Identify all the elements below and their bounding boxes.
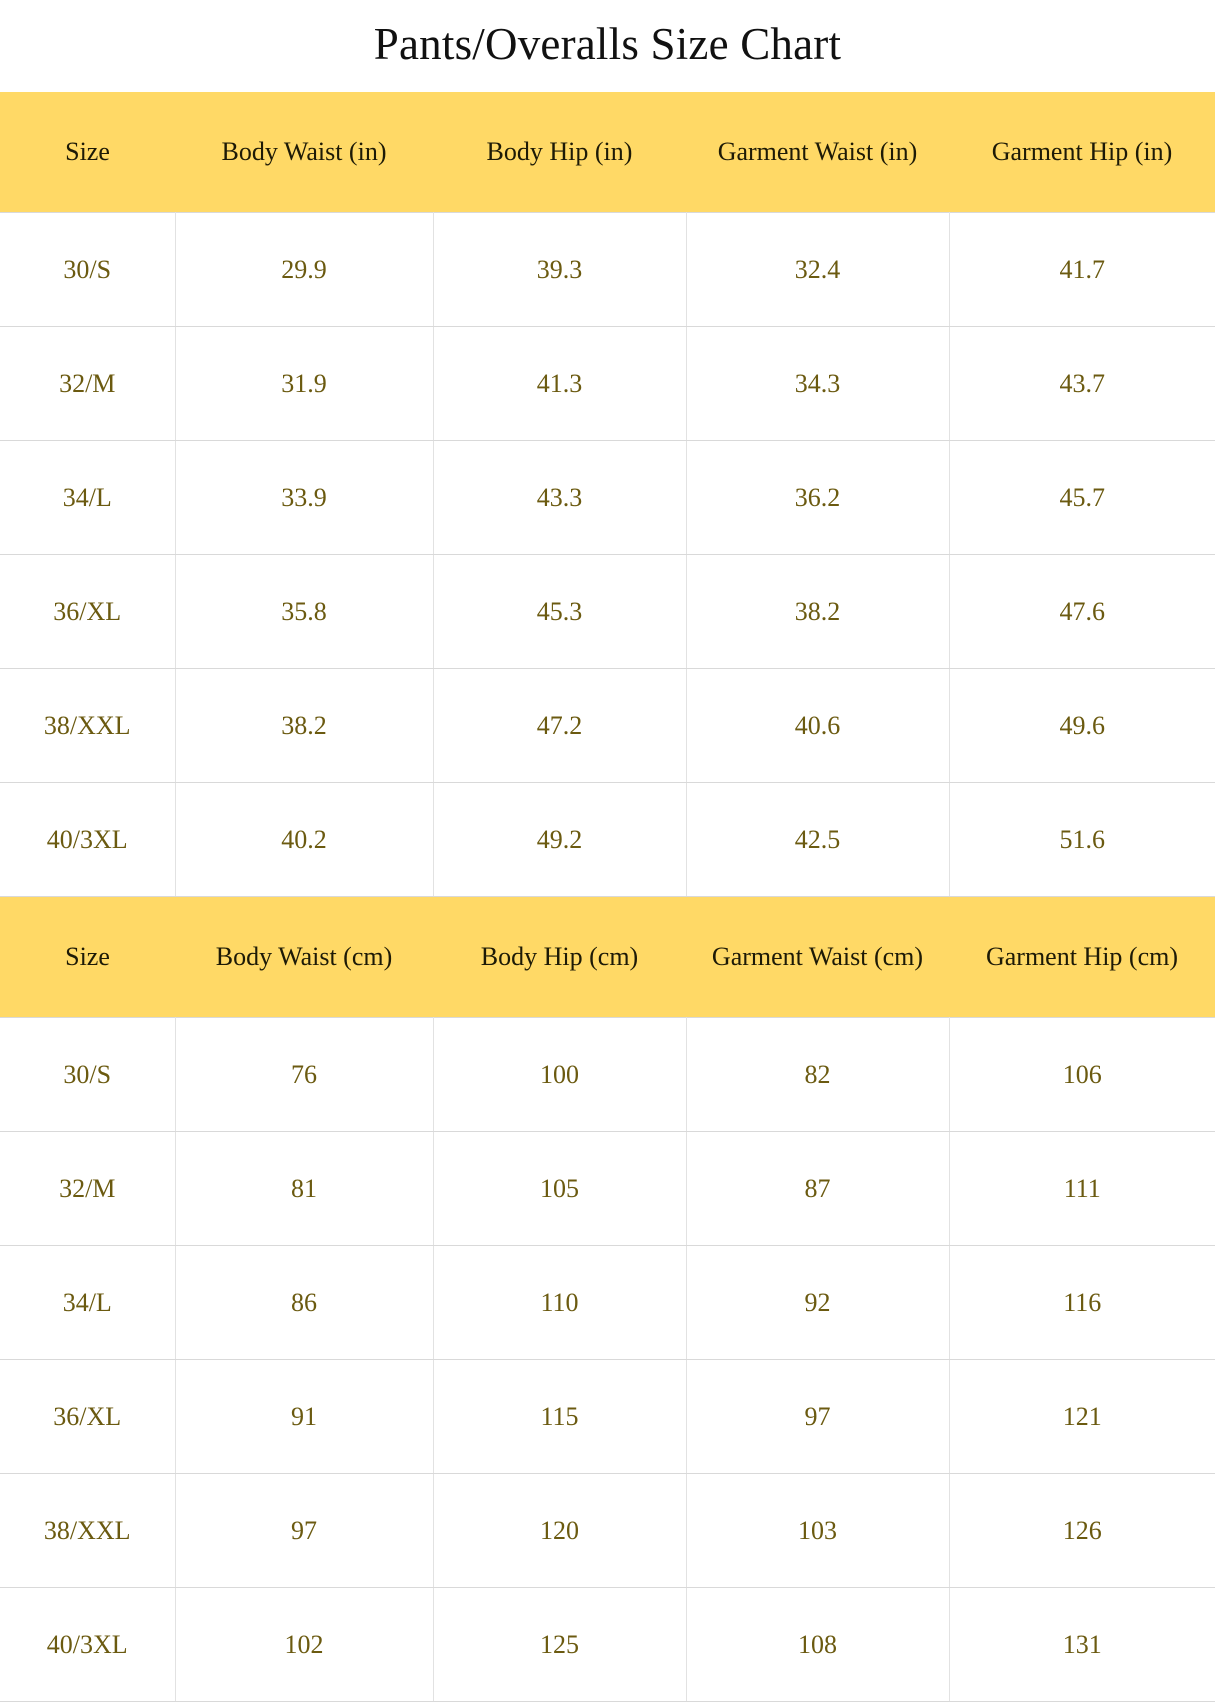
cell-garment-hip: 49.6 xyxy=(949,669,1215,783)
cell-size: 36/XL xyxy=(0,1360,175,1474)
cell-garment-waist: 92 xyxy=(686,1246,949,1360)
size-table-inches xyxy=(0,92,1215,897)
cell-size: 32/M xyxy=(0,327,175,441)
cell-size: 34/L xyxy=(0,441,175,555)
cell-garment-hip: 45.7 xyxy=(949,441,1215,555)
cell-body-hip: 120 xyxy=(433,1474,686,1588)
cell-body-waist: 35.8 xyxy=(175,555,433,669)
cell-garment-hip: 41.7 xyxy=(949,213,1215,327)
cell-body-waist: 81 xyxy=(175,1132,433,1246)
column-header-body-hip: Body Hip (cm) xyxy=(433,897,686,1018)
cell-garment-waist: 108 xyxy=(686,1588,949,1702)
cell-body-hip: 43.3 xyxy=(433,441,686,555)
cell-body-waist: 31.9 xyxy=(175,327,433,441)
column-header-garment-hip: Garment Hip (in) xyxy=(949,92,1215,213)
cell-garment-waist: 36.2 xyxy=(686,441,949,555)
table-row xyxy=(0,1360,1215,1474)
header-row xyxy=(0,92,1215,213)
cell-garment-waist: 32.4 xyxy=(686,213,949,327)
column-header-garment-hip: Garment Hip (cm) xyxy=(949,897,1215,1018)
cell-garment-waist: 82 xyxy=(686,1018,949,1132)
cell-body-waist: 76 xyxy=(175,1018,433,1132)
cell-body-waist: 86 xyxy=(175,1246,433,1360)
cell-size: 30/S xyxy=(0,1018,175,1132)
cell-size: 40/3XL xyxy=(0,783,175,897)
header-row xyxy=(0,897,1215,1018)
cell-garment-waist: 103 xyxy=(686,1474,949,1588)
column-header-size: Size xyxy=(0,92,175,213)
size-table-centimeters xyxy=(0,897,1215,1702)
cell-body-hip: 49.2 xyxy=(433,783,686,897)
cell-body-waist: 29.9 xyxy=(175,213,433,327)
table-row xyxy=(0,783,1215,897)
cell-body-hip: 115 xyxy=(433,1360,686,1474)
cell-size: 30/S xyxy=(0,213,175,327)
cell-size: 36/XL xyxy=(0,555,175,669)
cell-garment-hip: 131 xyxy=(949,1588,1215,1702)
table-row xyxy=(0,327,1215,441)
cell-garment-waist: 34.3 xyxy=(686,327,949,441)
cell-body-hip: 125 xyxy=(433,1588,686,1702)
cell-size: 38/XXL xyxy=(0,669,175,783)
table-header-centimeters xyxy=(0,897,1215,1018)
table-row xyxy=(0,1474,1215,1588)
cell-body-waist: 40.2 xyxy=(175,783,433,897)
cell-garment-hip: 116 xyxy=(949,1246,1215,1360)
cell-garment-hip: 51.6 xyxy=(949,783,1215,897)
cell-garment-waist: 87 xyxy=(686,1132,949,1246)
cell-garment-waist: 97 xyxy=(686,1360,949,1474)
column-header-size: Size xyxy=(0,897,175,1018)
cell-body-hip: 45.3 xyxy=(433,555,686,669)
cell-garment-waist: 40.6 xyxy=(686,669,949,783)
cell-garment-hip: 126 xyxy=(949,1474,1215,1588)
cell-size: 32/M xyxy=(0,1132,175,1246)
cell-body-waist: 102 xyxy=(175,1588,433,1702)
table-row xyxy=(0,1132,1215,1246)
table-header-inches xyxy=(0,92,1215,213)
cell-garment-hip: 106 xyxy=(949,1018,1215,1132)
table-row xyxy=(0,1018,1215,1132)
column-header-body-waist: Body Waist (in) xyxy=(175,92,433,213)
column-header-garment-waist: Garment Waist (cm) xyxy=(686,897,949,1018)
table-body-inches xyxy=(0,213,1215,897)
cell-body-waist: 33.9 xyxy=(175,441,433,555)
cell-garment-hip: 111 xyxy=(949,1132,1215,1246)
table-row xyxy=(0,1588,1215,1702)
column-header-garment-waist: Garment Waist (in) xyxy=(686,92,949,213)
cell-size: 38/XXL xyxy=(0,1474,175,1588)
table-body-centimeters xyxy=(0,1018,1215,1702)
cell-body-hip: 39.3 xyxy=(433,213,686,327)
cell-body-hip: 110 xyxy=(433,1246,686,1360)
column-header-body-waist: Body Waist (cm) xyxy=(175,897,433,1018)
cell-body-waist: 91 xyxy=(175,1360,433,1474)
cell-size: 34/L xyxy=(0,1246,175,1360)
table-row xyxy=(0,441,1215,555)
table-row xyxy=(0,669,1215,783)
cell-garment-waist: 38.2 xyxy=(686,555,949,669)
table-row xyxy=(0,1246,1215,1360)
cell-body-waist: 38.2 xyxy=(175,669,433,783)
cell-garment-waist: 42.5 xyxy=(686,783,949,897)
cell-body-hip: 47.2 xyxy=(433,669,686,783)
table-row xyxy=(0,555,1215,669)
cell-body-waist: 97 xyxy=(175,1474,433,1588)
cell-garment-hip: 47.6 xyxy=(949,555,1215,669)
page-title: Pants/Overalls Size Chart xyxy=(373,19,842,69)
column-header-body-hip: Body Hip (in) xyxy=(433,92,686,213)
cell-body-hip: 105 xyxy=(433,1132,686,1246)
table-row xyxy=(0,213,1215,327)
cell-size: 40/3XL xyxy=(0,1588,175,1702)
cell-body-hip: 41.3 xyxy=(433,327,686,441)
cell-body-hip: 100 xyxy=(433,1018,686,1132)
size-chart-page xyxy=(0,18,1215,1702)
cell-garment-hip: 43.7 xyxy=(949,327,1215,441)
cell-garment-hip: 121 xyxy=(949,1360,1215,1474)
